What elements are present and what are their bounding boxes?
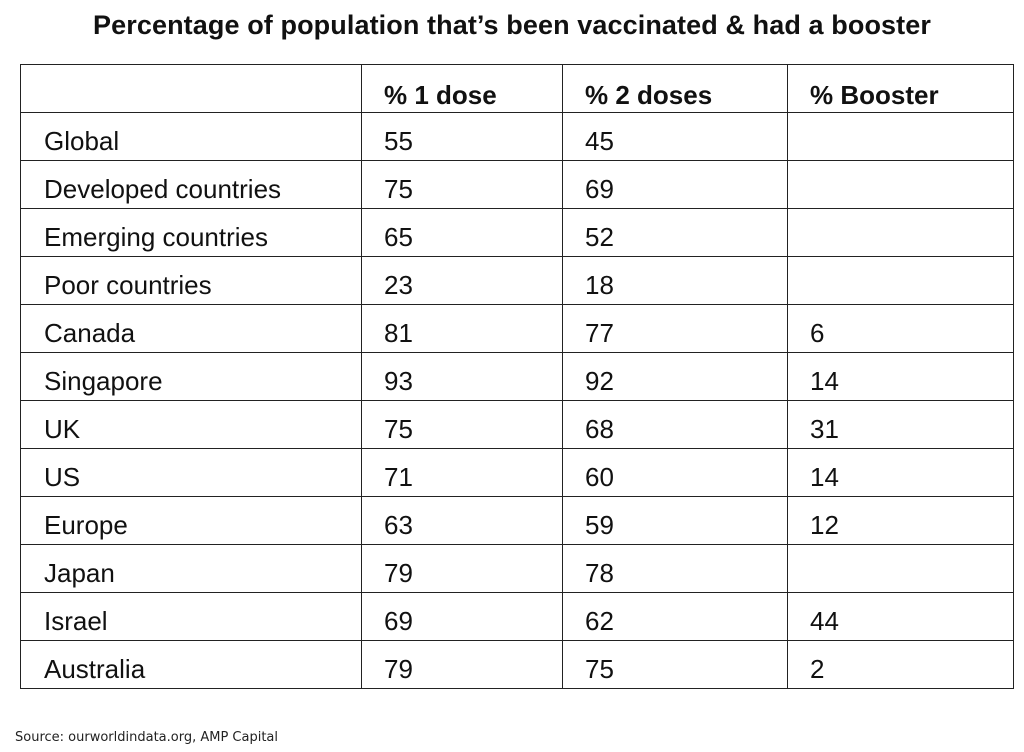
row-label: Developed countries [21, 161, 362, 209]
table-header-row [21, 65, 1014, 113]
table-cell: 14 [788, 449, 1014, 497]
row-label: Singapore [21, 353, 362, 401]
table-row [21, 641, 1014, 689]
table-cell: 92 [563, 353, 788, 401]
table-cell: 60 [563, 449, 788, 497]
table-row [21, 257, 1014, 305]
table-cell: 14 [788, 353, 1014, 401]
table-row [21, 449, 1014, 497]
table-cell: 18 [563, 257, 788, 305]
table-cell: 93 [362, 353, 563, 401]
table-cell: 55 [362, 113, 563, 161]
table-cell: 23 [362, 257, 563, 305]
column-header: % 2 doses [563, 65, 788, 113]
table-cell: 79 [362, 545, 563, 593]
row-label: Europe [21, 497, 362, 545]
table-cell: 71 [362, 449, 563, 497]
table-cell: 75 [563, 641, 788, 689]
table-row [21, 305, 1014, 353]
row-label: US [21, 449, 362, 497]
table-cell: 2 [788, 641, 1014, 689]
table-cell: 69 [563, 161, 788, 209]
table-row [21, 353, 1014, 401]
table-cell [788, 113, 1014, 161]
table-cell: 75 [362, 161, 563, 209]
table-cell: 78 [563, 545, 788, 593]
column-header [21, 65, 362, 113]
table-cell: 12 [788, 497, 1014, 545]
table-row [21, 545, 1014, 593]
vaccination-table [20, 64, 1014, 689]
table-cell: 45 [563, 113, 788, 161]
table-cell [788, 209, 1014, 257]
row-label: Canada [21, 305, 362, 353]
row-label: Australia [21, 641, 362, 689]
chart-title: Percentage of population that’s been vaccinated & had a booster [93, 10, 931, 40]
row-label: Global [21, 113, 362, 161]
column-header: % Booster [788, 65, 1014, 113]
source-note: Source: ourworldindata.org, AMP Capital [15, 730, 279, 745]
table-cell [788, 257, 1014, 305]
table-cell [788, 545, 1014, 593]
table-cell [788, 161, 1014, 209]
table-cell: 77 [563, 305, 788, 353]
table-cell: 59 [563, 497, 788, 545]
row-label: Poor countries [21, 257, 362, 305]
table-cell: 52 [563, 209, 788, 257]
table-cell: 81 [362, 305, 563, 353]
table-cell: 68 [563, 401, 788, 449]
table-cell: 62 [563, 593, 788, 641]
row-label: Israel [21, 593, 362, 641]
table-body [21, 113, 1014, 689]
table-row [21, 113, 1014, 161]
table-cell: 44 [788, 593, 1014, 641]
table-row [21, 497, 1014, 545]
table-cell: 31 [788, 401, 1014, 449]
table-cell: 75 [362, 401, 563, 449]
table-row [21, 161, 1014, 209]
table-cell: 63 [362, 497, 563, 545]
table-cell: 65 [362, 209, 563, 257]
row-label: Emerging countries [21, 209, 362, 257]
table-row [21, 209, 1014, 257]
table-cell: 69 [362, 593, 563, 641]
table-cell: 79 [362, 641, 563, 689]
row-label: UK [21, 401, 362, 449]
table-row [21, 401, 1014, 449]
table-row [21, 593, 1014, 641]
table-cell: 6 [788, 305, 1014, 353]
column-header: % 1 dose [362, 65, 563, 113]
row-label: Japan [21, 545, 362, 593]
